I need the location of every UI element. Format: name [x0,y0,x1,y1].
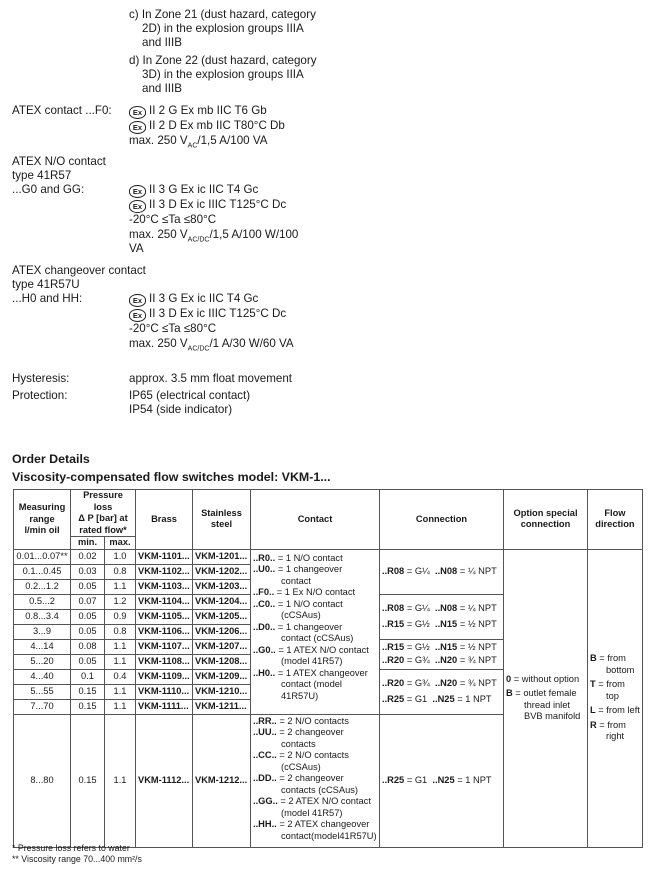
cell-steel: VKM-1203... [193,579,251,594]
cell-steel: VKM-1202... [193,564,251,579]
cell-range: 5...55 [14,684,71,699]
cell-range: 3...9 [14,624,71,639]
cell-steel: VKM-1210... [193,684,251,699]
cell-min: 0.03 [71,564,105,579]
zone-d-line2: 3D) in the explosion groups IIIA [142,68,304,81]
hysteresis-value: approx. 3.5 mm float movement [129,372,293,385]
header-steel: Stainless steel [193,490,251,550]
footnote-1: * Pressure loss refers to water [12,843,130,853]
header-brass: Brass [136,490,193,550]
cell-range: 0.5...2 [14,594,71,609]
header-contact: Contact [251,490,380,550]
cell-brass: VKM-1106... [136,624,193,639]
g0-line1: Ex II 3 G Ex ic IIC T4 Gc [129,183,258,198]
header-min: min. [71,537,105,550]
cell-steel: VKM-1208... [193,654,251,669]
ex-mark-icon: Ex [129,309,146,322]
order-subtitle: Viscosity-compensated flow switches model: VKM-1... [12,470,331,484]
cell-max: 1.0 [105,549,136,564]
zone-c-line3: and IIIB [142,36,182,49]
cell-brass: VKM-1112... [136,714,193,847]
header-pressure: Pressure loss Δ P [bar] at rated flow* [71,490,136,537]
cell-max: 1.1 [105,699,136,714]
cell-min: 0.02 [71,549,105,564]
cell-max: 1.1 [105,639,136,654]
footnote-2: ** Viscosity range 70...400 mm²/s [12,854,142,864]
cell-range: 0.2...1.2 [14,579,71,594]
cell-brass: VKM-1110... [136,684,193,699]
g0-label1: ATEX N/O contact [12,155,106,168]
cell-range: 5...20 [14,654,71,669]
cell-steel: VKM-1207... [193,639,251,654]
header-flow: Flow direction [588,490,643,550]
protection-value-1: IP65 (electrical contact) [129,389,251,402]
ex-mark-icon: Ex [129,200,146,213]
flow-direction-cell: B = from bottom T = from top L = from left R = from right [588,549,643,847]
ex-mark-icon: Ex [129,294,146,307]
g0-label2: type 41R57 [12,169,72,182]
cell-max: 0.4 [105,669,136,684]
g0-line4: max. 250 $V_{AC/DC}/1,5$ A/100 W/100 [129,228,299,244]
cell-min: 0.15 [71,714,105,847]
connection-group-2: ..R08 = G¼ ..N08 = ¼ NPT ..R15 = G½ ..N15 = ½ NPT [380,594,504,639]
cell-range: 0.01...0.07** [14,549,71,564]
contact-list-double: ..RR.. = 2 N/O contacts ..UU.. = 2 changeover contacts ..CC.. = 2 N/O contacts (cCSAus) ..DD.. = 2 changeover contacts (cCSAus) ..GG.. = 2 ATEX N/O contact (model 41R57) ..HH.. = 2 ATEX changeover contact(model41R57U) [251,714,380,847]
h0-label1: ATEX changeover contact [12,264,146,277]
cell-brass: VKM-1101... [136,549,193,564]
h0-label2: type 41R57U [12,278,80,291]
order-title: Order Details [12,452,90,466]
contact-list-single: ..R0.. = 1 N/O contact ..U0.. = 1 changeover contact ..F0.. = 1 Ex N/O contact ..C0.. = 1 N/O contact (cCSAus) ..D0.. = 1 changeover contact (cCSAus) ..G0.. = 1 ATEX N/O contact (model 41R57) ..H0.. = 1 ATEX changeover contact (model 41R57U) [251,549,380,714]
cell-min: 0.05 [71,624,105,639]
cell-max: 1.1 [105,579,136,594]
cell-steel: VKM-1206... [193,624,251,639]
option-cell: 0 = without option B = outlet female thread inlet BVB manifold [504,549,588,847]
cell-min: 0.05 [71,654,105,669]
cell-min: 0.08 [71,639,105,654]
zone-c-line2: 2D) in the explosion groups IIIA [142,22,304,35]
cell-max: 1.1 [105,684,136,699]
f0-line3: max. 250 $V_{AC}/1,5$ A/100 VA [129,134,268,150]
h0-label3: ...H0 and HH: [12,292,83,305]
ex-mark-icon: Ex [129,106,146,119]
header-option: Option special connection [504,490,588,550]
connection-group-4: ..R20 = G¾ ..N20 = ¾ NPT ..R25 = G1 ..N25 = 1 NPT [380,669,504,714]
h0-line4: max. 250 $V_{AC/DC}/1$ A/30 W/60 VA [129,337,294,353]
protection-label: Protection: [12,389,68,402]
cell-range: 7...70 [14,699,71,714]
cell-min: 0.15 [71,699,105,714]
g0-line3: -20°C ≤Ta ≤80°C [129,213,217,226]
header-range: Measuring range l/min oil [14,490,71,550]
cell-max: 1.1 [105,654,136,669]
connection-group-3: ..R15 = G½ ..N15 = ½ NPT ..R20 = G¾ ..N20 = ¾ NPT [380,639,504,669]
cell-min: 0.07 [71,594,105,609]
cell-brass: VKM-1104... [136,594,193,609]
connection-group-5: ..R25 = G1 ..N25 = 1 NPT [380,714,504,847]
cell-min: 0.05 [71,579,105,594]
cell-range: 0.1...0.45 [14,564,71,579]
cell-steel: VKM-1205... [193,609,251,624]
cell-min: 0.05 [71,609,105,624]
cell-steel: VKM-1204... [193,594,251,609]
cell-range: 8...80 [14,714,71,847]
cell-brass: VKM-1111... [136,699,193,714]
cell-range: 4...14 [14,639,71,654]
cell-max: 0.9 [105,609,136,624]
f0-line2: Ex II 2 D Ex mb IIC T80°C Db [129,119,285,134]
h0-line3: -20°C ≤Ta ≤80°C [129,322,217,335]
cell-min: 0.15 [71,684,105,699]
g0-line2: Ex II 3 D Ex ic IIIC T125°C Dc [129,198,286,213]
cell-min: 0.1 [71,669,105,684]
cell-max: 0.8 [105,624,136,639]
cell-steel: VKM-1201... [193,549,251,564]
hysteresis-label: Hysteresis: [12,372,70,385]
cell-max: 0.8 [105,564,136,579]
cell-steel: VKM-1212... [193,714,251,847]
cell-brass: VKM-1107... [136,639,193,654]
g0-line5: VA [129,242,144,255]
header-max: max. [105,537,136,550]
connection-group-1: ..R08 = G¼ ..N08 = ¼ NPT [380,549,504,594]
ex-mark-icon: Ex [129,121,146,134]
f0-label: ATEX contact ...F0: [12,104,112,117]
cell-range: 0.8...3.4 [14,609,71,624]
order-table [13,489,643,848]
header-connection: Connection [380,490,504,550]
cell-steel: VKM-1209... [193,669,251,684]
zone-c-line1: c) In Zone 21 (dust hazard, category [129,8,316,21]
cell-brass: VKM-1102... [136,564,193,579]
zone-d-line3: and IIIB [142,82,182,95]
cell-brass: VKM-1109... [136,669,193,684]
cell-max: 1.2 [105,594,136,609]
cell-brass: VKM-1108... [136,654,193,669]
ex-mark-icon: Ex [129,185,146,198]
protection-value-2: IP54 (side indicator) [129,403,233,416]
cell-max: 1.1 [105,714,136,847]
f0-line1: Ex II 2 G Ex mb IIC T6 Gb [129,104,267,119]
h0-line1: Ex II 3 G Ex ic IIC T4 Gc [129,292,258,307]
cell-range: 4...40 [14,669,71,684]
cell-brass: VKM-1103... [136,579,193,594]
zone-d-line1: d) In Zone 22 (dust hazard, category [129,54,317,67]
h0-line2: Ex II 3 D Ex ic IIIC T125°C Dc [129,307,286,322]
cell-steel: VKM-1211... [193,699,251,714]
g0-label3: ...G0 and GG: [12,183,85,196]
cell-brass: VKM-1105... [136,609,193,624]
